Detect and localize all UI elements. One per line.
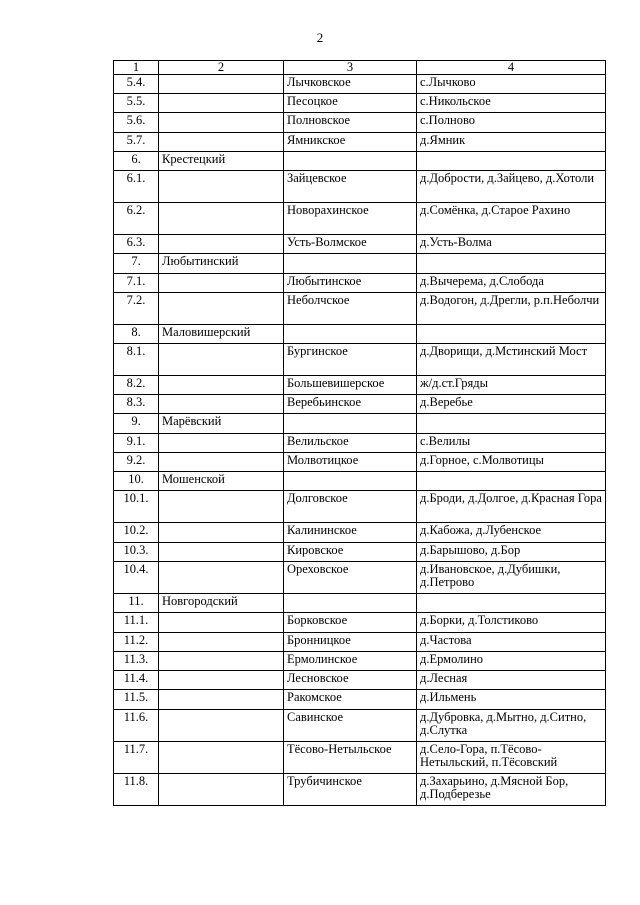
settlement-cell [284,254,417,274]
center-cell: д.Кабожа, д.Лубенское [417,523,606,543]
settlement-cell: Трубичинское [284,774,417,806]
settlement-cell: Савинское [284,710,417,742]
district-cell [159,523,284,543]
settlement-cell: Песоцкое [284,94,417,113]
district-cell [159,671,284,690]
settlement-cell [284,325,417,344]
district-cell: Крестецкий [159,152,284,171]
table-row [114,671,606,690]
settlements-table [113,60,606,806]
settlement-cell: Долговское [284,491,417,523]
table-row [114,235,606,254]
district-cell: Марёвский [159,414,284,434]
table-row [114,523,606,543]
center-cell [417,414,606,434]
settlement-cell: Ореховское [284,562,417,594]
district-cell [159,742,284,774]
table-row [114,344,606,376]
district-cell [159,344,284,376]
settlement-cell: Новорахинское [284,203,417,235]
row-number: 7. [114,254,159,274]
table-row [114,543,606,562]
table-row [114,133,606,152]
row-number: 10.3. [114,543,159,562]
table-row [114,203,606,235]
row-number: 8.2. [114,376,159,395]
center-cell: д.Дубровка, д.Мытно, д.Ситно, д.Слутка [417,710,606,742]
table-body [114,75,606,806]
center-cell: д.Ермолино [417,652,606,671]
table-row [114,152,606,171]
settlement-cell: Калининское [284,523,417,543]
settlement-cell [284,414,417,434]
row-number: 11.8. [114,774,159,806]
row-number: 6.3. [114,235,159,254]
settlement-cell [284,472,417,491]
settlement-cell: Ермолинское [284,652,417,671]
center-cell: д.Лесная [417,671,606,690]
district-cell [159,562,284,594]
center-cell [417,325,606,344]
column-header-1: 1 [114,61,159,75]
row-number: 5.4. [114,75,159,94]
settlement-cell: Кировское [284,543,417,562]
row-number: 11. [114,594,159,613]
row-number: 6. [114,152,159,171]
settlement-cell: Зайцевское [284,171,417,203]
settlement-cell: Ямникское [284,133,417,152]
row-number: 11.2. [114,633,159,652]
table-row [114,774,606,806]
district-cell [159,434,284,453]
row-number: 10.1. [114,491,159,523]
center-cell: д.Броди, д.Долгое, д.Красная Гора [417,491,606,523]
center-cell: д.Дворищи, д.Мстинский Мост [417,344,606,376]
center-cell: д.Веребье [417,395,606,414]
page-number: 2 [316,30,324,45]
center-cell: с.Лычково [417,75,606,94]
table-row [114,376,606,395]
table-row [114,254,606,274]
table-row [114,113,606,133]
district-cell [159,171,284,203]
district-cell [159,94,284,113]
row-number: 9.2. [114,453,159,472]
district-cell [159,491,284,523]
row-number: 5.6. [114,113,159,133]
district-cell [159,710,284,742]
settlement-cell: Неболчское [284,293,417,325]
center-cell: с.Никольское [417,94,606,113]
center-cell: д.Ивановское, д.Дубишки, д.Петрово [417,562,606,594]
settlement-cell: Лесновское [284,671,417,690]
row-number: 9.1. [114,434,159,453]
district-cell: Мошенской [159,472,284,491]
settlement-cell: Молвотицкое [284,453,417,472]
settlement-cell: Веребьинское [284,395,417,414]
center-cell: д.Ямник [417,133,606,152]
table-row [114,613,606,633]
district-cell [159,395,284,414]
table-row [114,742,606,774]
row-number: 11.4. [114,671,159,690]
center-cell: д.Частова [417,633,606,652]
row-number: 11.7. [114,742,159,774]
center-cell: д.Барышово, д.Бор [417,543,606,562]
district-cell [159,613,284,633]
district-cell [159,633,284,652]
table-row [114,472,606,491]
district-cell [159,543,284,562]
settlement-cell: Велильское [284,434,417,453]
center-cell [417,152,606,171]
table-row [114,434,606,453]
row-number: 8. [114,325,159,344]
settlement-cell: Большевишерское [284,376,417,395]
table-row [114,94,606,113]
settlement-cell: Борковское [284,613,417,633]
column-header-4: 4 [417,61,606,75]
row-number: 9. [114,414,159,434]
district-cell [159,774,284,806]
table-row [114,453,606,472]
row-number: 7.1. [114,274,159,293]
district-cell [159,235,284,254]
district-cell [159,113,284,133]
center-cell: д.Добрости, д.Зайцево, д.Хотоли [417,171,606,203]
row-number: 10.2. [114,523,159,543]
row-number: 7.2. [114,293,159,325]
table-row [114,293,606,325]
district-cell [159,652,284,671]
table-header-row [114,61,606,75]
district-cell [159,75,284,94]
district-cell [159,133,284,152]
table-row [114,594,606,613]
settlement-cell: Любытинское [284,274,417,293]
center-cell [417,594,606,613]
row-number: 8.3. [114,395,159,414]
row-number: 11.1. [114,613,159,633]
table-row [114,633,606,652]
district-cell [159,293,284,325]
center-cell: д.Горное, с.Молвотицы [417,453,606,472]
column-header-3: 3 [284,61,417,75]
settlement-cell: Бронницкое [284,633,417,652]
table-row [114,395,606,414]
table-row [114,710,606,742]
row-number: 8.1. [114,344,159,376]
row-number: 11.3. [114,652,159,671]
center-cell: ж/д.ст.Гряды [417,376,606,395]
district-cell [159,274,284,293]
table-row [114,171,606,203]
row-number: 5.5. [114,94,159,113]
center-cell: д.Борки, д.Толстиково [417,613,606,633]
table-row [114,75,606,94]
table-row [114,491,606,523]
settlement-cell: Бургинское [284,344,417,376]
table-row [114,690,606,710]
settlement-cell [284,152,417,171]
table-row [114,325,606,344]
row-number: 11.5. [114,690,159,710]
center-cell: д.Село-Гора, п.Тёсово-Нетыльский, п.Тёсовский [417,742,606,774]
table-row [114,652,606,671]
center-cell: с.Велилы [417,434,606,453]
district-cell [159,690,284,710]
center-cell: д.Водогон, д.Дрегли, р.п.Неболчи [417,293,606,325]
settlement-cell: Лычковское [284,75,417,94]
center-cell: д.Сомёнка, д.Старое Рахино [417,203,606,235]
center-cell [417,472,606,491]
settlement-cell: Ракомское [284,690,417,710]
center-cell [417,254,606,274]
district-cell: Любытинский [159,254,284,274]
district-cell [159,203,284,235]
district-cell: Маловишерский [159,325,284,344]
center-cell: д.Ильмень [417,690,606,710]
center-cell: с.Полново [417,113,606,133]
column-header-2: 2 [159,61,284,75]
center-cell: д.Усть-Волма [417,235,606,254]
table-row [114,562,606,594]
row-number: 10. [114,472,159,491]
table-row [114,414,606,434]
settlement-cell: Усть-Волмское [284,235,417,254]
table-row [114,274,606,293]
row-number: 10.4. [114,562,159,594]
settlement-cell: Тёсово-Нетыльское [284,742,417,774]
district-cell [159,376,284,395]
district-cell [159,453,284,472]
center-cell: д.Вычерема, д.Слобода [417,274,606,293]
row-number: 6.2. [114,203,159,235]
district-cell: Новгородский [159,594,284,613]
row-number: 5.7. [114,133,159,152]
row-number: 11.6. [114,710,159,742]
settlement-cell [284,594,417,613]
center-cell: д.Захарьино, д.Мясной Бор, д.Подберезье [417,774,606,806]
settlement-cell: Полновское [284,113,417,133]
row-number: 6.1. [114,171,159,203]
